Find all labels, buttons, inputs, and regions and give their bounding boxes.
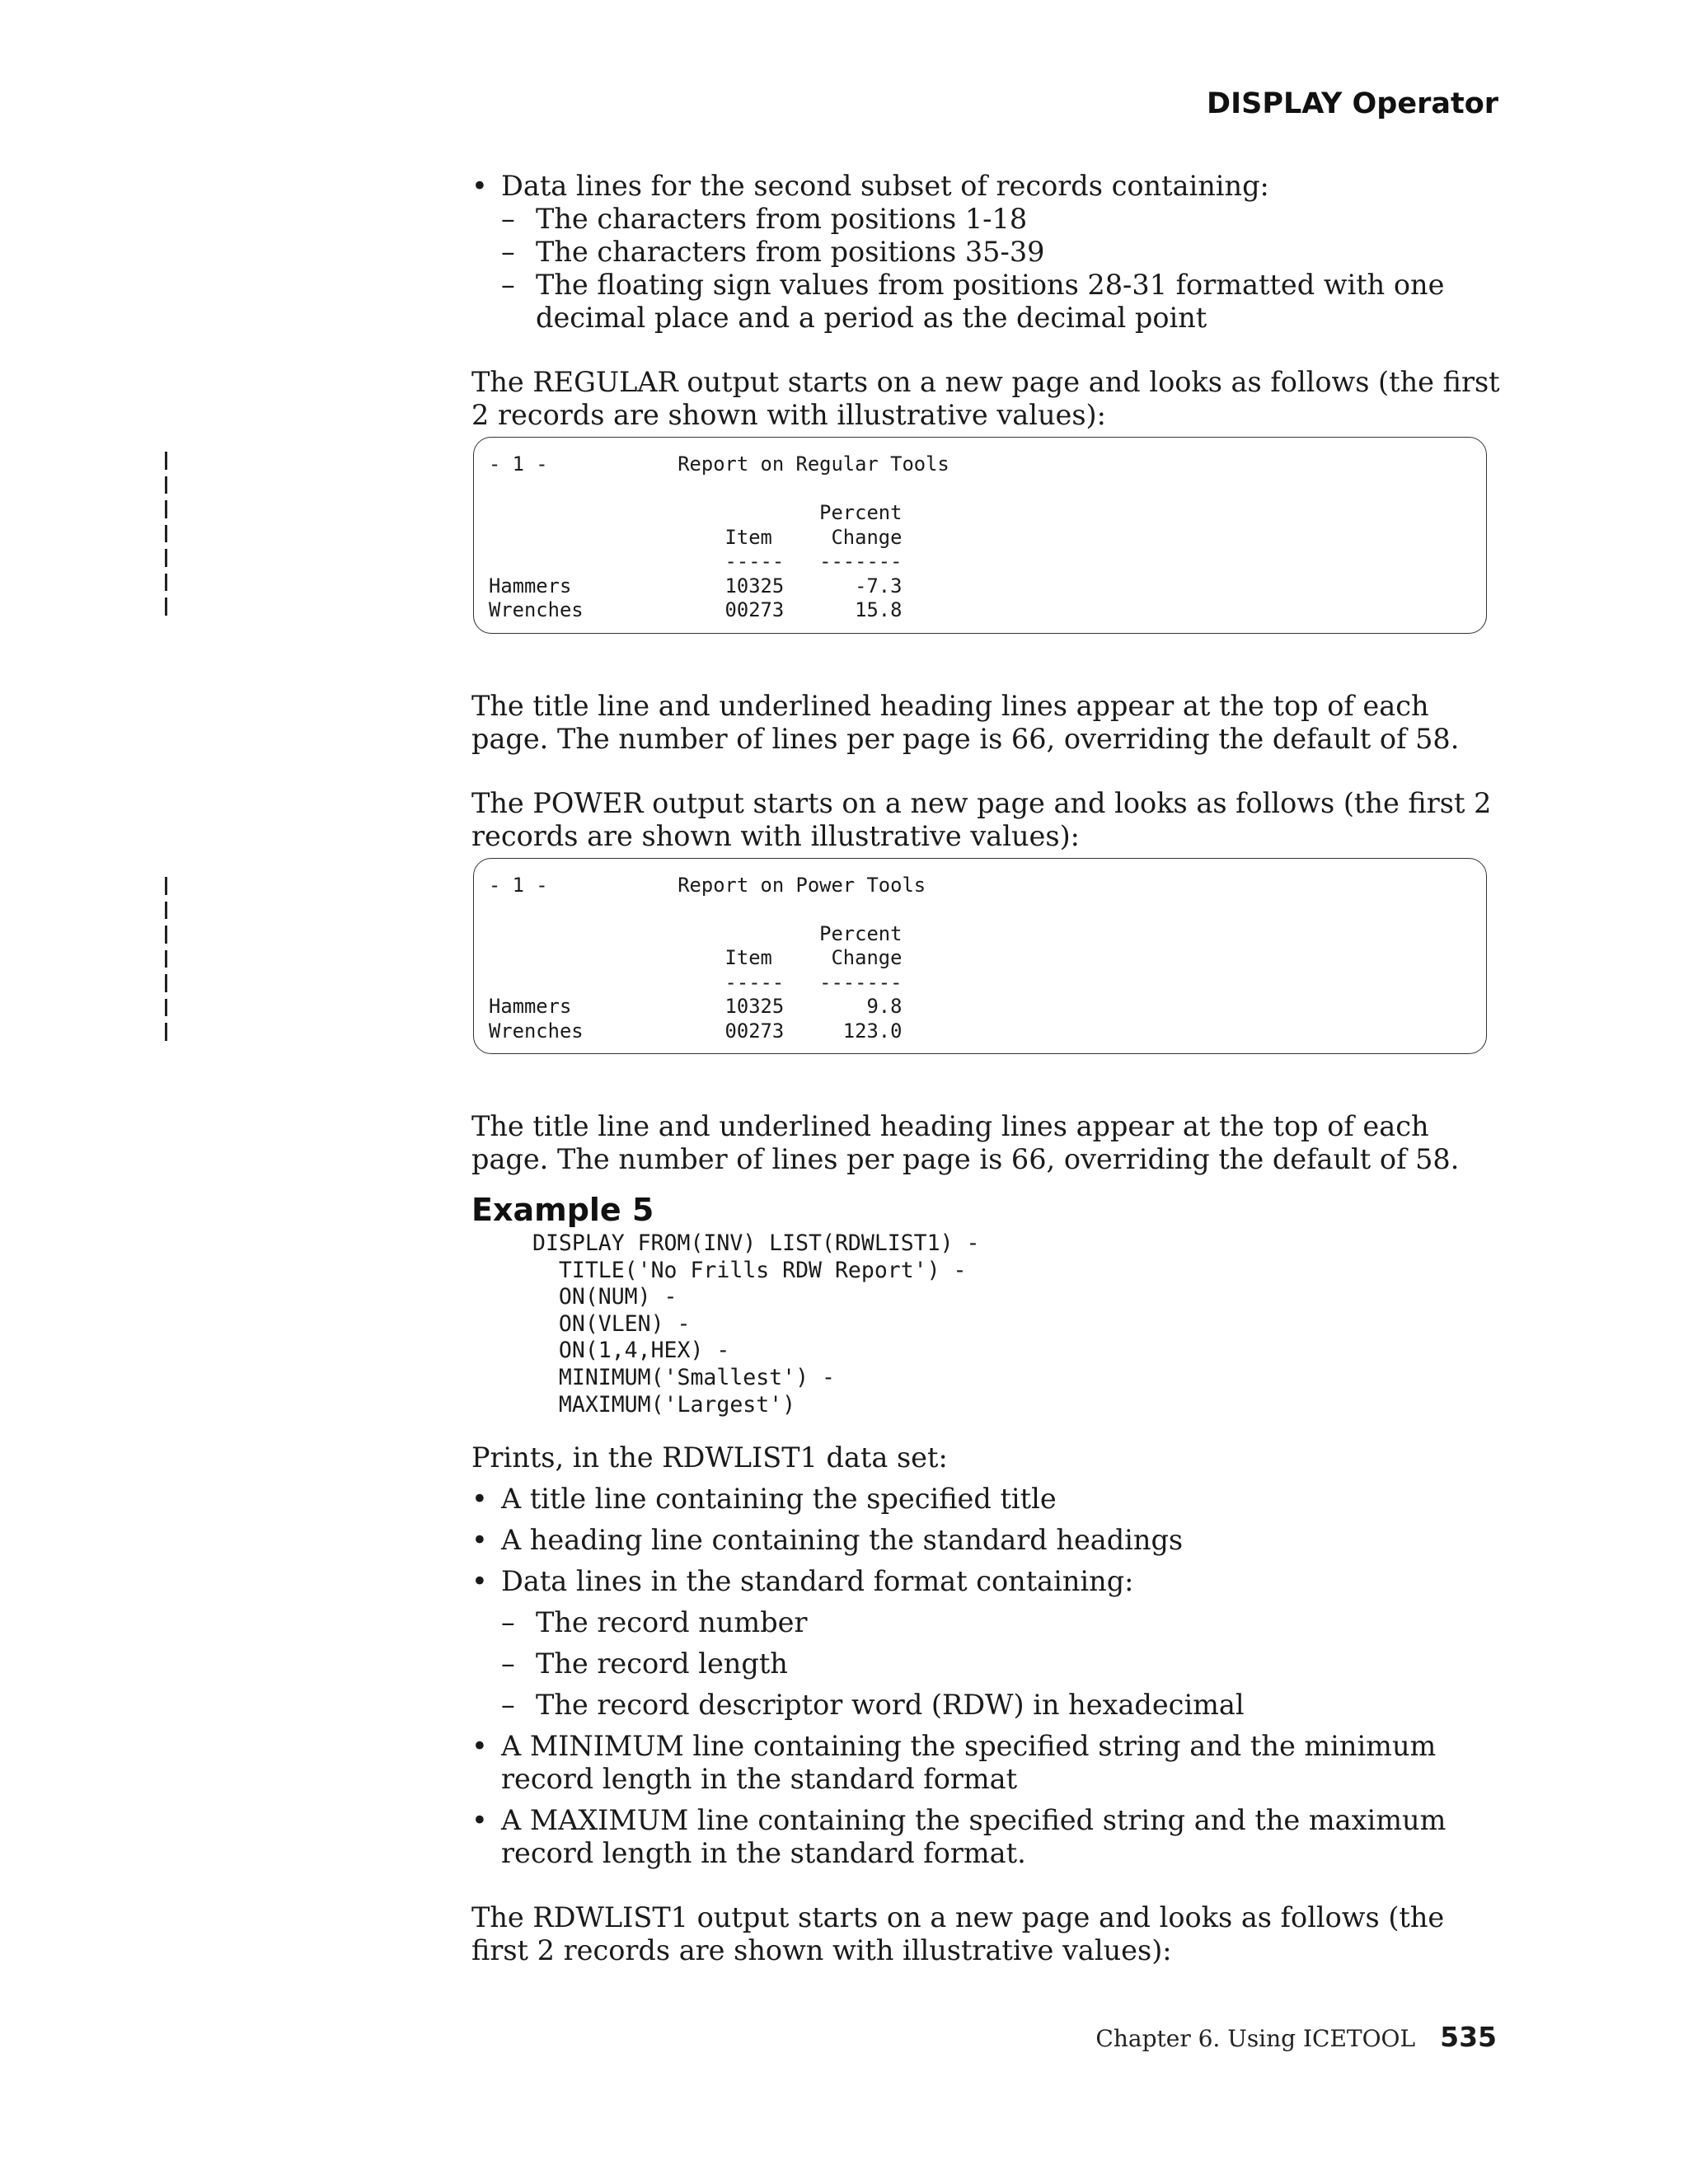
list-item: • A title line containing the specified title xyxy=(471,1483,1502,1516)
paragraph: The POWER output starts on a new page and looks as follows (the first 2 records are shown with illustrative values): xyxy=(471,786,1492,852)
running-header: DISPLAY Operator xyxy=(1207,87,1498,120)
page-body xyxy=(471,170,1502,1967)
sub-list-item: – The characters from positions 35-39 xyxy=(471,236,1502,269)
list-item: • A heading line containing the standard headings xyxy=(471,1524,1502,1557)
sub-list-item: – The record number xyxy=(471,1606,1502,1639)
change-bar-power xyxy=(165,877,168,1047)
list-item: • A MINIMUM line containing the specified string and the minimum record length in the standard format xyxy=(471,1730,1449,1796)
sub-list-item: – The floating sign values from positions 28-31 formatted with one decimal place and a period as the decimal point xyxy=(471,269,1484,335)
sub-list-item: – The characters from positions 1-18 xyxy=(471,203,1502,236)
section-heading: Example 5 xyxy=(471,1192,654,1228)
list-item: • A MAXIMUM line containing the specified string and the maximum record length in the standard format. xyxy=(471,1804,1449,1870)
code-block: DISPLAY FROM(INV) LIST(RDWLIST1) - TITLE('No Frills RDW Report') - ON(NUM) - ON(VLEN) - ON(1,4,HEX) - MINIMUM('Smallest') - MAXIMUM('Largest') xyxy=(532,1230,980,1418)
chapter-label: Chapter 6. Using ICETOOL xyxy=(1095,2025,1416,2052)
page-number: 535 xyxy=(1440,2021,1497,2053)
list-item: • Data lines in the standard format containing: xyxy=(471,1565,1502,1598)
power-report-output: - 1 - Report on Power Tools Percent Item Change ----- ------- Hammers 10325 9.8 Wrenches 00273 123.0 xyxy=(489,873,926,1043)
paragraph: The title line and underlined heading lines appear at the top of each page. The number of lines per page is 66, overriding the default of 58. xyxy=(471,689,1460,755)
list-item: • Data lines for the second subset of records containing: xyxy=(471,170,1502,203)
paragraph: The RDWLIST1 output starts on a new page and looks as follows (the first 2 records are shown with illustrative values): xyxy=(471,1901,1445,1967)
page-footer xyxy=(1095,2021,1497,2053)
change-bar-regular xyxy=(165,452,168,622)
regular-report-output: - 1 - Report on Regular Tools Percent Item Change ----- ------- Hammers 10325 -7.3 Wrenches 00273 15.8 xyxy=(489,452,950,621)
paragraph: The REGULAR output starts on a new page and looks as follows (the first 2 records are shown with illustrative values): xyxy=(471,366,1500,431)
paragraph: The title line and underlined heading lines appear at the top of each page. The number of lines per page is 66, overriding the default of 58. xyxy=(471,1110,1460,1175)
regular-report-figure xyxy=(473,437,1487,634)
sub-list-item: – The record descriptor word (RDW) in hexadecimal xyxy=(471,1689,1502,1722)
paragraph: Prints, in the RDWLIST1 data set: xyxy=(471,1441,948,1474)
sub-list-item: – The record length xyxy=(471,1647,1502,1680)
power-report-figure xyxy=(473,858,1487,1055)
